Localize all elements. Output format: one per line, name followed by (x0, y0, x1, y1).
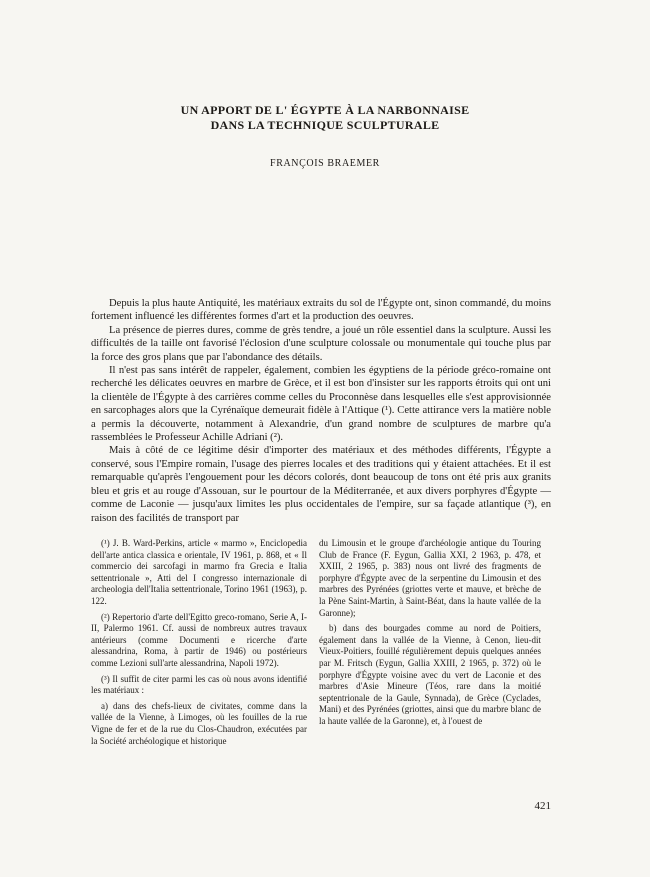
footnote: du Limousin et le groupe d'archéologie antique du Touring Club de France (F. Eygun, Gallia XXI, 2 1963, p. 478, et XXIII, 2 1965, p. 383) nous ont livré des fragments de porphyre d'Égypte avec de la serpentine du Limousin et des marbres des Pyrénées (griottes verte et mauve, et brèche de la Pène Saint-Martin, à Saint-Béat, dans la haute vallée de la Garonne); (319, 538, 541, 618)
body-paragraph: La présence de pierres dures, comme de grès tendre, a joué un rôle essentiel dans la sculpture. Aussi les difficultés de la taille ont favorisé l'éclosion d'une sculpture colossale ou monumentale qui touche plus par la force des gros plans que par l'abondance des détails. (91, 324, 551, 363)
article-title-line2: DANS LA TECHNIQUE SCULPTURALE (210, 118, 440, 132)
footnotes-left-column (91, 538, 307, 751)
footnote: a) dans des chefs-lieux de civitates, comme dans la vallée de la Vienne, à Limoges, où les fouilles de la rue Vigne de fer et de la rue du Clos-Chaudron, exécutées par la Société archéologique et historique (91, 700, 307, 746)
body-paragraph: Depuis la plus haute Antiquité, les matériaux extraits du sol de l'Égypte ont, sinon commandé, du moins fortement influencé les différentes formes d'art et la production des oeuvres. (91, 298, 551, 323)
body-paragraph: Mais à côté de ce légitime désir d'importer des matériaux et des méthodes différents, l'Égypte a conservé, sous l'Empire romain, l'usage des pierres locales et des traditions qui y étaient attachées. Et il est remarquable qu'après l'engouement pour les décors colorés, dont beaucoup de tons ont été pris aux granits bleu et gris et au rouge d'Assouan, sur le pourtour de la Méditerranée, et aux divers porphyres d'Égypte — comme de Laconie — jusqu'aux limites les plus occidentales de l'empire, sur sa façade atlantique (³), en raison des facilités de transport par (91, 445, 551, 524)
article-body (91, 297, 551, 525)
footnote: b) dans des bourgades comme au nord de Poitiers, également dans la vallée de la Vienne, à Cenon, lieu-dit Vieux-Poitiers, fouillé régulièrement depuis quelques années par M. Fritsch (Eygun, Gallia XXIII, 2 1965, p. 372) où le porphyre d'Égypte voisine avec du vert de Laconie et des marbres d'Asie Mineure (Téos, rare dans la moitié septentrionale de la Gaule, Synnada), de Grèce (Cyclades, Mani) et des Pyrénées (griottes, ainsi que du marbre blanc de la haute vallée de la Garonne), et, à l'ouest de (319, 623, 541, 726)
article-author: FRANÇOIS BRAEMER (270, 158, 380, 169)
page-number: 421 (534, 800, 551, 812)
footnotes-right-column (319, 538, 541, 732)
footnote: (¹) J. B. Ward-Perkins, article « marmo », Enciclopedia dell'arte antica classica e orientale, IV 1961, p. 868, et « Il commercio dei sarcofagi in marmo fra Grecia e Italia settentrionale », Atti del I congresso internazionale di archeologia dell'Italia settentrionale, Torino 1961 (1963), p. 122. (91, 538, 307, 606)
article-title-line1: UN APPORT DE L' ÉGYPTE À LA NARBONNAISE (180, 103, 470, 117)
body-paragraph: Il n'est pas sans intérêt de rappeler, également, combien les égyptiens de la période gréco-romaine ont recherché les délicates oeuvres en marbre de Grèce, et il est bon d'insister sur les rapports étroits qui ont uni la clientèle de l'Égypte à des carrières comme celles du Proconnèse dans lesquelles elle s'est approvisionnée en sarcophages alors que la Cyrénaïque demeurait fidèle à l'Attique (¹). Cette attirance vers la matière noble a permis la découverte, notamment à Alexandrie, d'un grand nombre de sculptures de marbre qu'a rassemblées le Professeur Achille Adriani (²). (91, 365, 551, 444)
footnote: (³) Il suffit de citer parmi les cas où nous avons identifié les matériaux : (91, 673, 307, 696)
footnote: (²) Repertorio d'arte dell'Egitto greco-romano, Serie A, I-II, Palermo 1961. Cf. aussi de nombreux autres travaux antérieurs (comme Documenti e ricerche d'arte alessandrina, Roma, à partir de 1946) ou postérieurs comme Lezioni sull'arte alessandrina, Napoli 1972). (91, 611, 307, 668)
